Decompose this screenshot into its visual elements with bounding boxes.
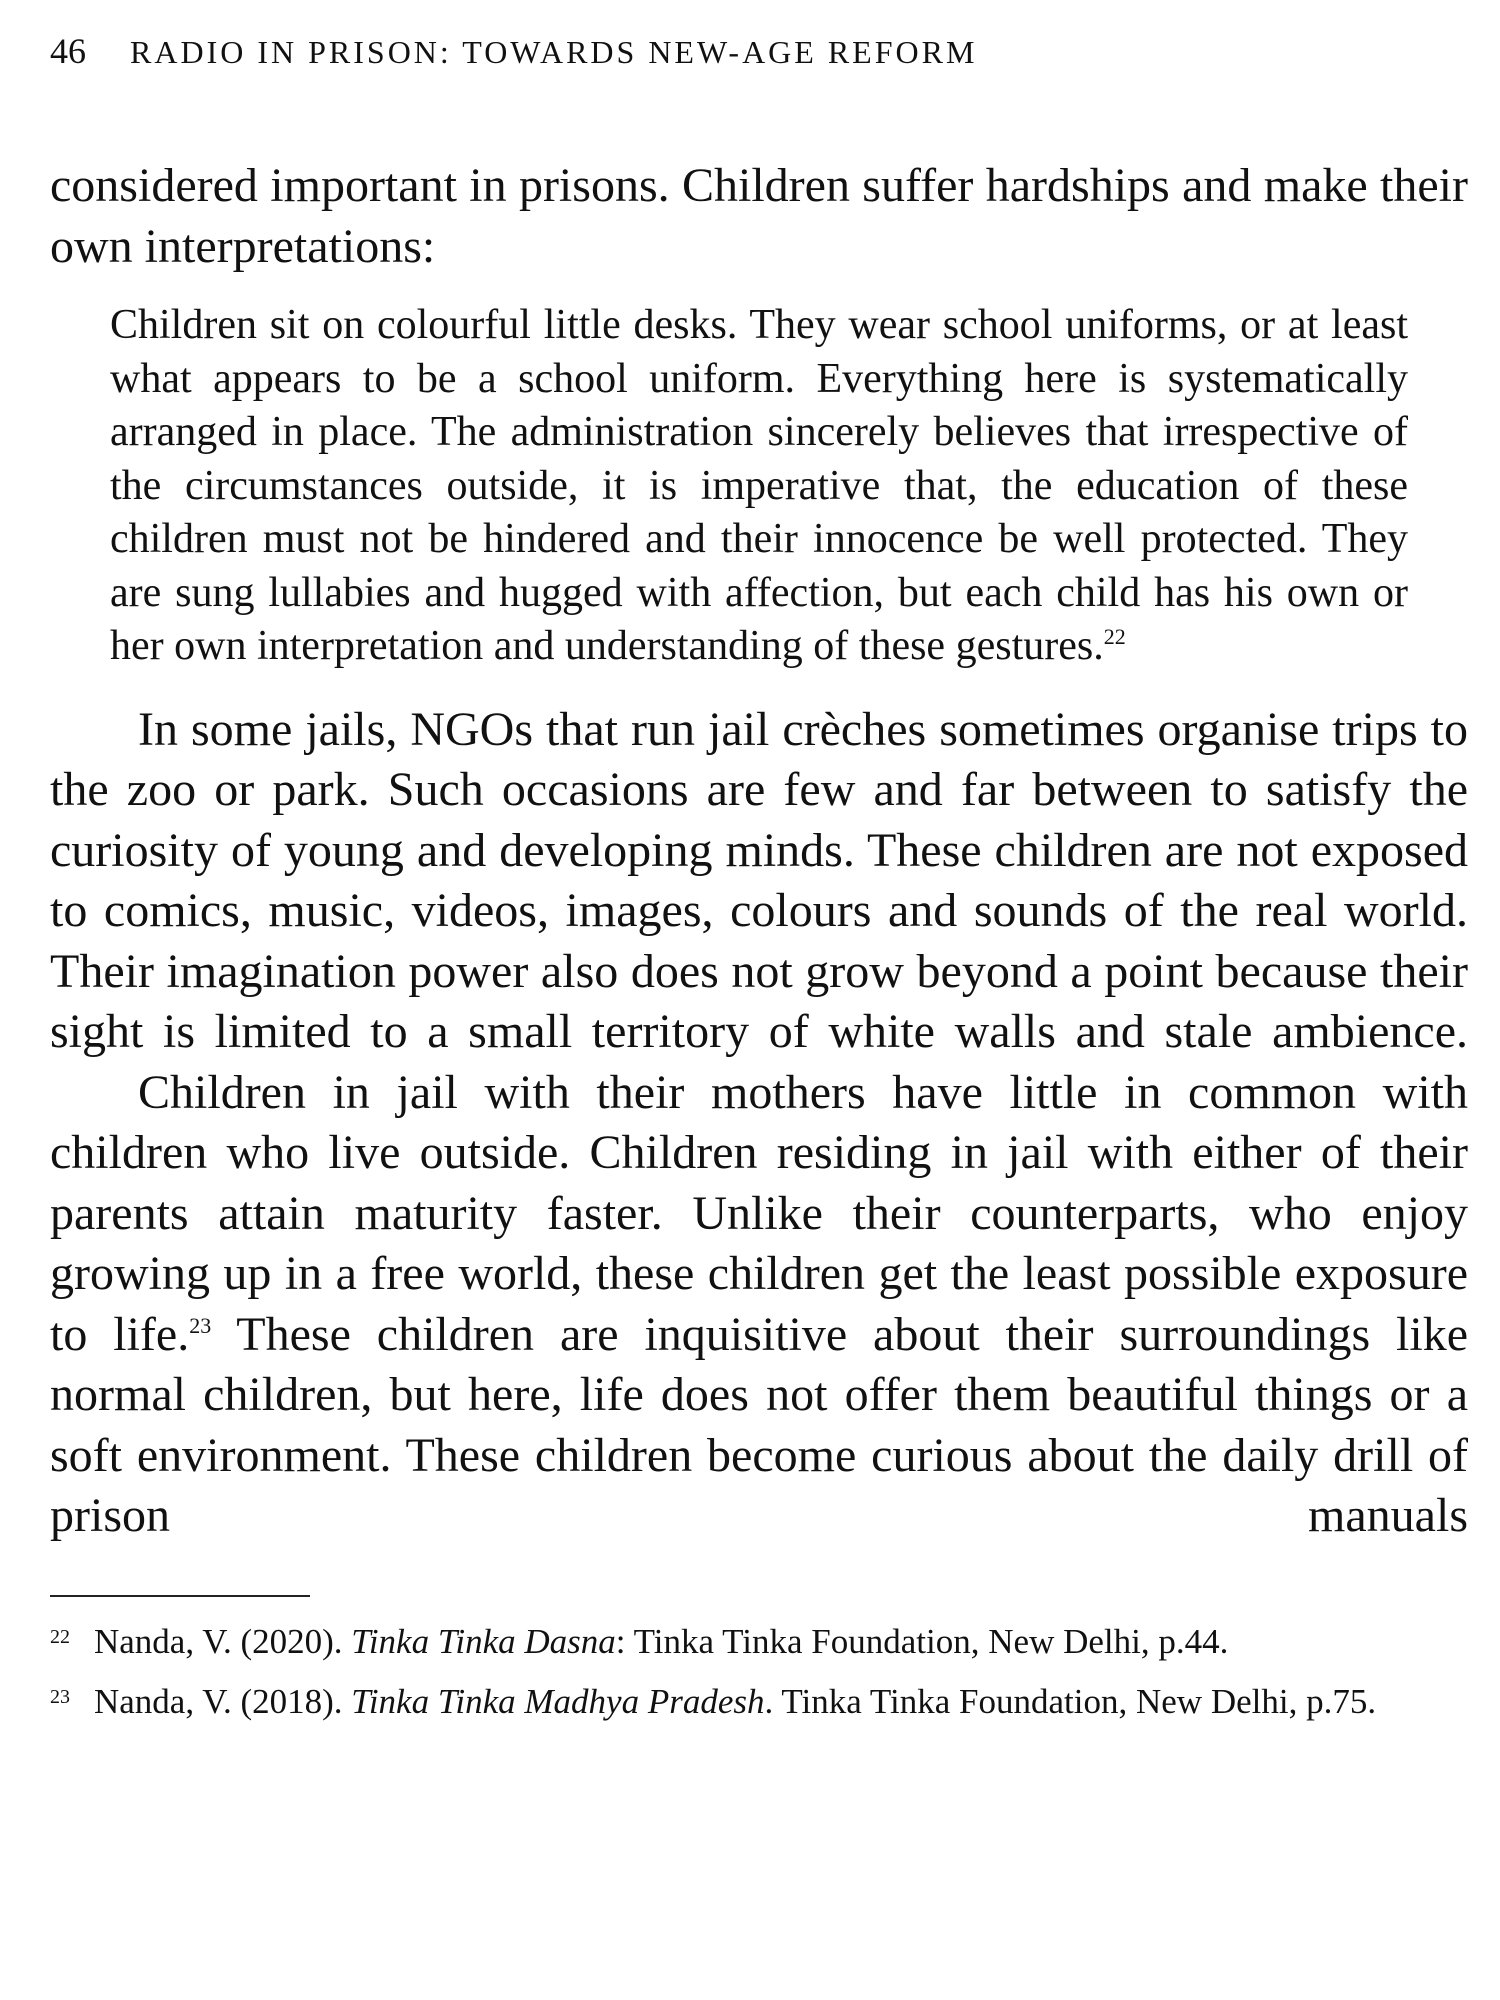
footnote-ref-23[interactable]: 23 — [189, 1312, 212, 1338]
opening-paragraph-text: considered important in prisons. Children suffer hardships and make their own interpretations: — [50, 159, 1468, 273]
footnote-book-title: Tinka Tinka Madhya Pradesh — [351, 1681, 765, 1721]
footnote-22 — [50, 1619, 1468, 1665]
footnote-number: 23 — [50, 1685, 70, 1708]
block-quote — [110, 299, 1408, 674]
footnote-divider — [50, 1595, 310, 1597]
block-quote-text: Children sit on colourful little desks. They wear school uniforms, or at least what appears to be a school uniform. Everything here is systematically arranged in place. The administration sincerely believes that irrespective of the circumstances outside, it is imperative that, the education of these children must not be hindered and their innocence be well protected. They are sung lullabies and hugged with affection, but each child has his own or her own interpretation and understanding of these gestures. — [110, 302, 1408, 669]
paragraph-ngo-trips — [50, 700, 1468, 1063]
paragraph-children-in-jail-text-2: These children are inquisitive about their surroundings like normal children, but here, life does not offer them beautiful things or a soft environment. These children become curious about the daily drill of prison manuals — [50, 1307, 1469, 1542]
page-number: 46 — [50, 31, 86, 71]
footnote-citation-start: Nanda, V. (2020). — [94, 1621, 352, 1661]
footnote-number: 22 — [50, 1625, 70, 1648]
paragraph-children-in-jail-text-1: Children in jail with their mothers have little in common with children who live outside. Children residing in jail with either of their parents attain maturity faster. Unlike their counterparts, who enjoy growing up in a free world, these children get the least possible exposure to life. — [50, 1065, 1468, 1361]
footnote-ref-22[interactable]: 22 — [1103, 624, 1126, 649]
footnote-citation-start: Nanda, V. (2018). — [94, 1681, 352, 1721]
footnote-text — [94, 1619, 1468, 1665]
running-title: RADIO IN PRISON: TOWARDS NEW-AGE REFORM — [130, 34, 978, 70]
book-page — [50, 30, 1468, 1980]
footnote-citation-end: : Tinka Tinka Foundation, New Delhi, p.44. — [615, 1621, 1229, 1661]
running-header — [50, 30, 1468, 86]
footnote-text — [94, 1679, 1468, 1725]
paragraph-ngo-trips-text: In some jails, NGOs that run jail crèches sometimes organise trips to the zoo or park. Such occasions are few and far between to satisfy the curiosity of young and developing minds. These children are not exposed to comics, music, videos, images, colours and sounds of the real world. Their imagination power also does not grow beyond a point because their sight is limited to a small territory of white walls and stale ambience. — [50, 702, 1468, 1058]
opening-paragraph — [50, 156, 1468, 277]
footnote-citation-end: . Tinka Tinka Foundation, New Delhi, p.75. — [764, 1681, 1377, 1721]
paragraph-children-in-jail — [50, 1063, 1468, 1547]
footnote-23 — [50, 1679, 1468, 1725]
footnote-book-title: Tinka Tinka Dasna — [351, 1621, 616, 1661]
